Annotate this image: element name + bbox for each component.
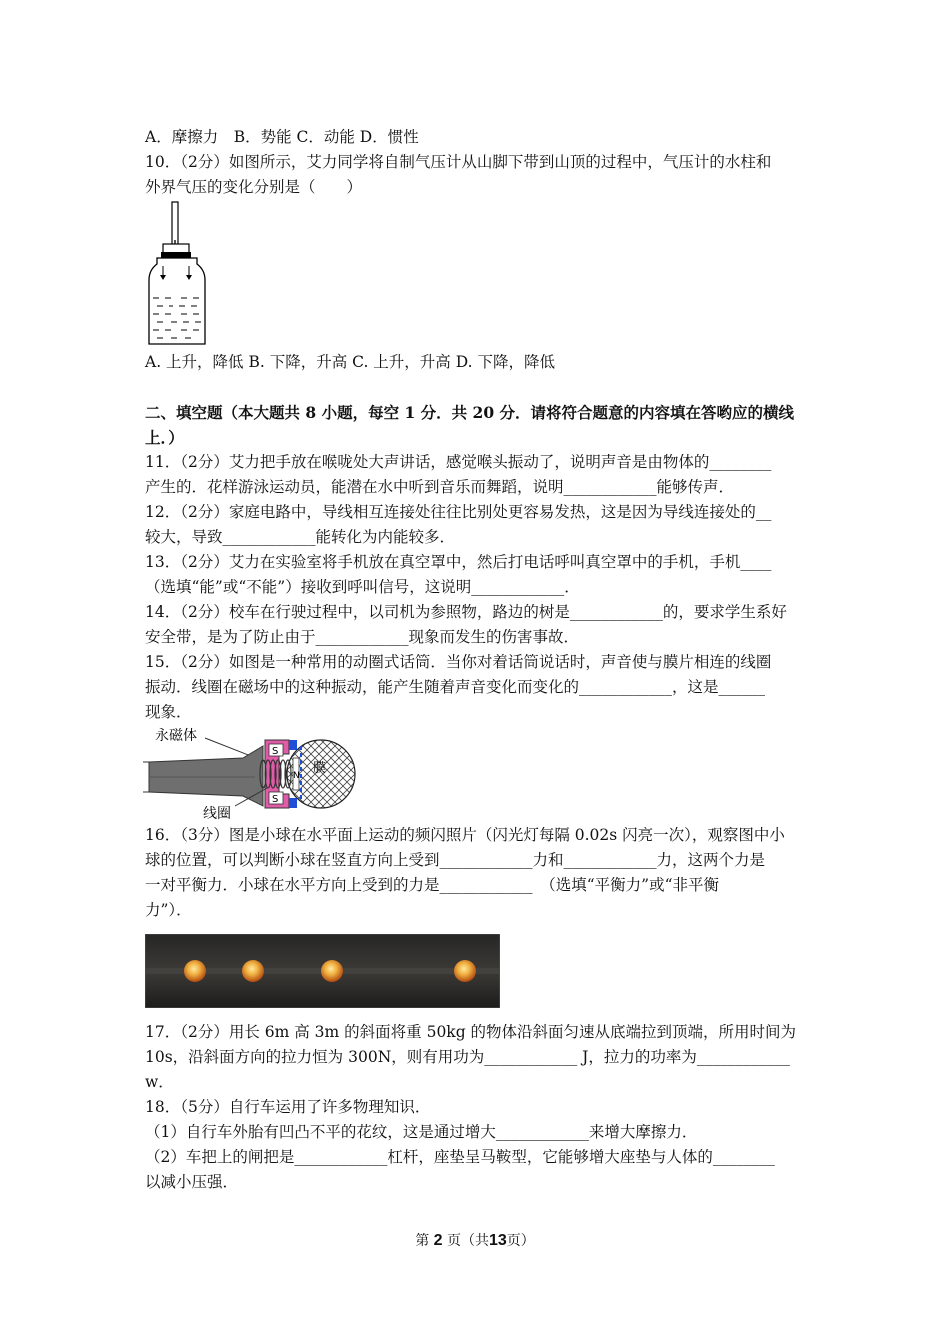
footer-total-pages: 13 [489,1232,507,1249]
q16-line4: 力”）． [145,901,192,919]
q15-line2: 振动．线圈在磁场中的这种振动，能产生随着声音变化而变化的____________，这是______ [145,678,766,696]
q15-line3: 现象． [145,703,192,721]
strobe-ball-photo [145,934,500,1008]
s-pole-top: S [272,746,279,757]
q11-line2: 产生的．花样游泳运动员，能潜在水中听到音乐而舞蹈，说明____________能够传声． [145,478,735,496]
s-pole-bottom: S [272,794,279,805]
q18-line1: 18．（5分）自行车运用了许多物理知识． [145,1098,431,1116]
q10-stem-cont: 外界气压的变化分别是（ ） [145,178,363,196]
ball-1 [184,960,206,982]
q17-line3: w． [145,1073,174,1091]
ball-2 [242,960,264,982]
section-two-heading: 二、填空题（本大题共 8 小题，每空 1 分．共 20 分．请将符合题意的内容填在答哟应的横线 [145,403,795,422]
q12-line2: 较大，导致____________能转化为内能较多． [145,528,456,546]
q12-line1: 12．（2分）家庭电路中，导线相互连接处往往比别处更容易发热，这是因为导线连接处的__ [145,503,772,521]
q18-part2: （2）车把上的闸把是____________杠杆，座垫呈马鞍型，它能够增大座垫与人体的________ [145,1148,775,1166]
coil-label: 线圈 [203,806,231,822]
footer-page-number: 2 [433,1232,443,1249]
section-two-heading-cont: 上．） [145,428,184,447]
q18-part1: （1）自行车外胎有凹凸不平的花纹，这是通过增大____________来增大摩擦力． [145,1123,698,1141]
magnet-label: 永磁体 [155,728,197,744]
barometer-bottle-figure [143,200,213,348]
footer-middle: 页（共 [447,1233,489,1249]
q13-line1: 13．（2分）艾力在实验室将手机放在真空罩中，然后打电话呼叫真空罩中的手机，手机____ [145,553,772,571]
q14-line2: 安全带，是为了防止由于____________现象而发生的伤害事故． [145,628,580,646]
q11-line1: 11．（2分）艾力把手放在喉咙处大声讲话，感觉喉头振动了，说明声音是由物体的________ [145,453,772,471]
q16-line3: 一对平衡力．小球在水平方向上受到的力是____________ （选填“平衡力”或“非平衡 [145,876,720,894]
q9-options: A．摩擦力 B．势能 C．动能 D．惯性 [145,128,419,146]
membrane-label: 膜 [313,761,327,776]
q10-options: A. 上升，降低 B. 下降，升高 C. 上升，升高 D. 下降，降低 [145,353,555,371]
ball-4 [454,960,476,982]
q10-stem: 10．（2分）如图所示，艾力同学将自制气压计从山脚下带到山顶的过程中，气压计的水柱和 [145,153,772,171]
q16-line1: 16．（3分）图是小球在水平面上运动的频闪照片（闪光灯每隔 0.02s 闪亮一次），观察图中小 [145,826,785,844]
q18-part2-cont: 以减小压强． [145,1173,239,1191]
q15-line1: 15．（2分）如图是一种常用的动圈式话筒．当你对着话筒说话时，声音使与膜片相连的线圈 [145,653,772,671]
n-pole: N [293,771,300,781]
footer-prefix: 第 [415,1233,430,1249]
q13-line2: （选填“能”或“不能”）接收到呼叫信号，这说明____________． [145,578,580,596]
microphone-figure [143,722,358,822]
page-footer [0,1230,950,1250]
q17-line2: 10s，沿斜面方向的拉力恒为 300N，则有用功为____________ J，拉力的功率为____________ [145,1048,790,1066]
ball-3 [321,960,343,982]
q16-line2: 球的位置，可以判断小球在竖直方向上受到____________力和____________力，这两个力是 [145,851,766,869]
q14-line1: 14．（2分）校车在行驶过程中，以司机为参照物，路边的树是____________的，要求学生系好 [145,603,787,621]
q17-line1: 17．（2分）用长 6m 高 3m 的斜面将重 50kg 的物体沿斜面匀速从底端拉到顶端，所用时间为 [145,1023,797,1041]
footer-suffix: 页） [506,1233,535,1249]
